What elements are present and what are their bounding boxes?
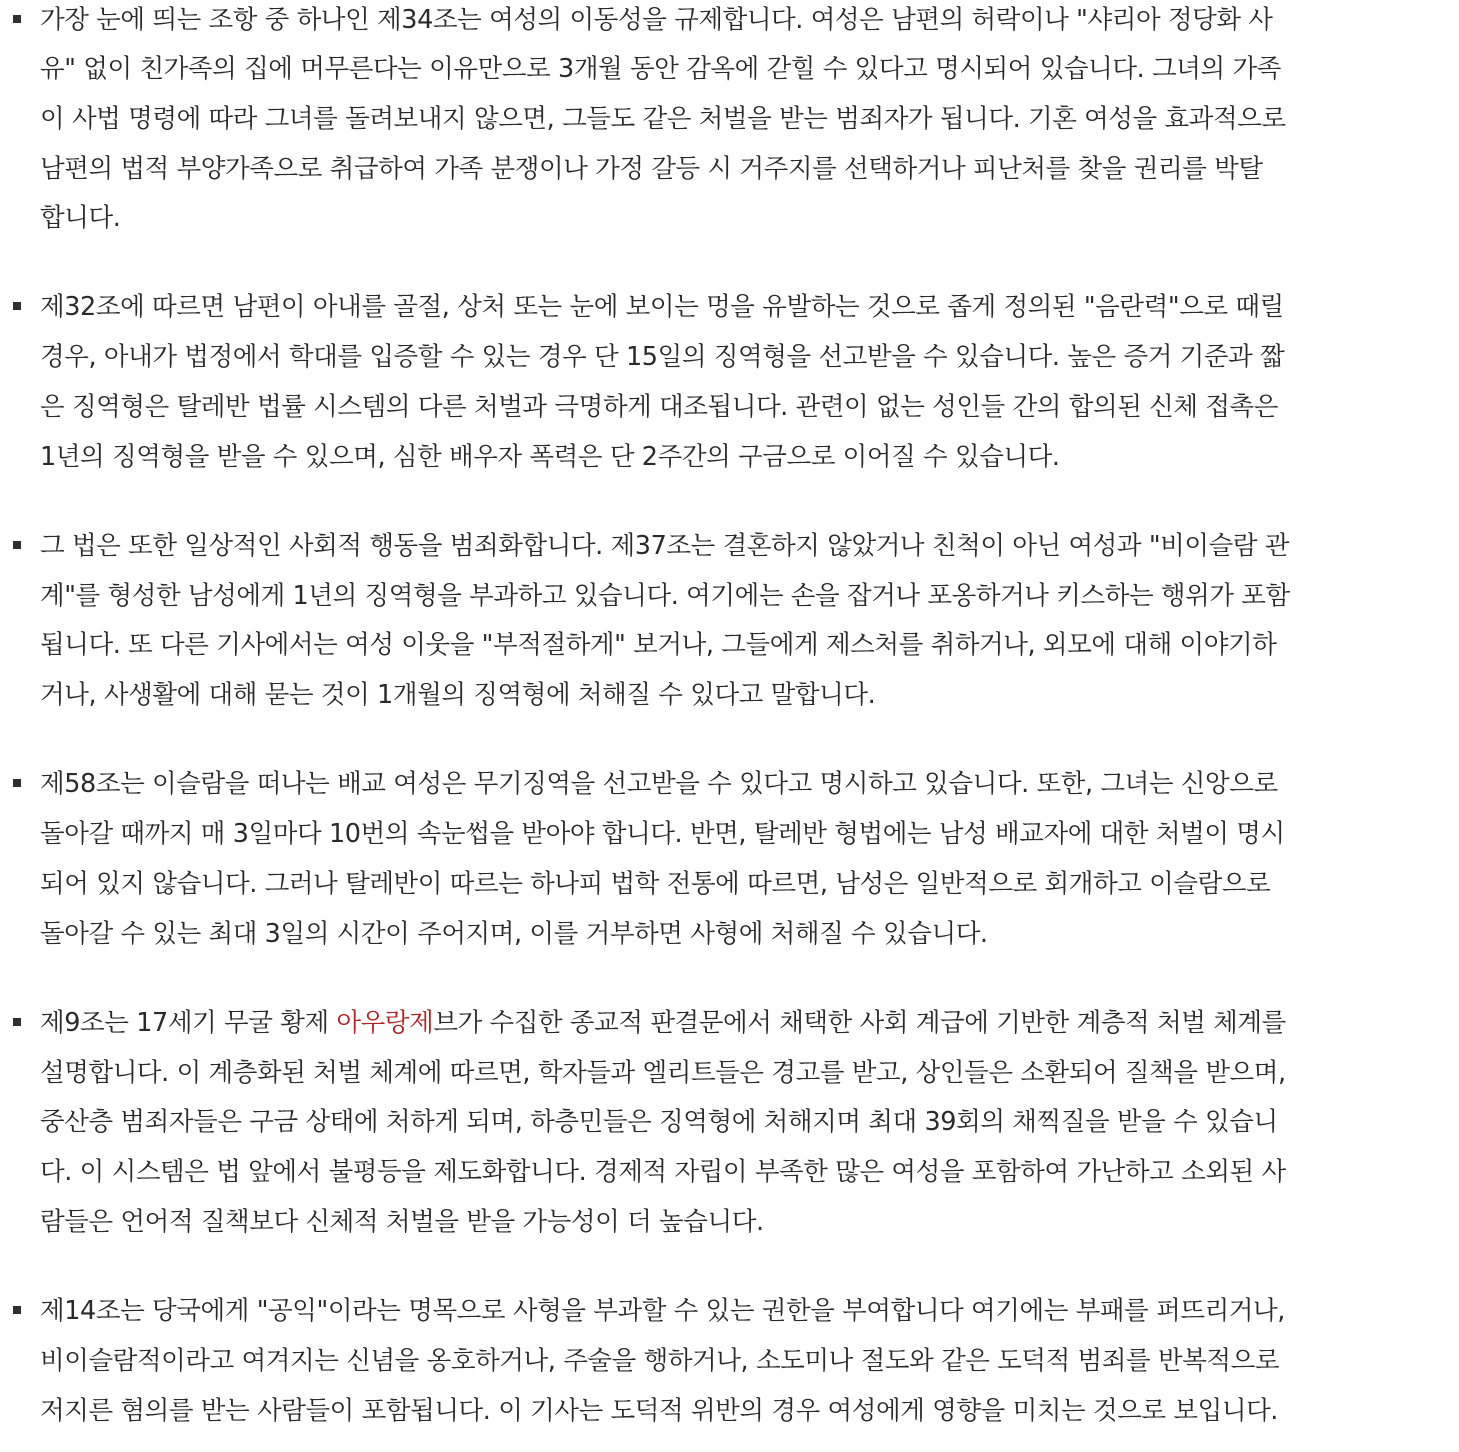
text-line: 거나, 사생활에 대해 묻는 것이 1개월의 징역형에 처해질 수 있다고 말합니다. xyxy=(40,680,876,710)
bullet-marker-icon xyxy=(13,779,21,787)
text-line: 유" 없이 친가족의 집에 머무른다는 이유만으로 3개월 동안 감옥에 갇힐 수 있다고 명시되어 있습니다. 그녀의 가족 xyxy=(40,54,1281,84)
text-line: 제32조에 따르면 남편이 아내를 골절, 상처 또는 눈에 보이는 멍을 유발하는 것으로 좁게 정의된 "음란력"으로 때릴 xyxy=(40,292,1284,322)
text-line: 제58조는 이슬람을 떠나는 배교 여성은 무기징역을 선고받을 수 있다고 명시하고 있습니다. 또한, 그녀는 신앙으로 xyxy=(40,769,1278,799)
text-line: 됩니다. 또 다른 기사에서는 여성 이웃을 "부적절하게" 보거나, 그들에게 제스처를 취하거나, 외모에 대해 이야기하 xyxy=(40,630,1277,660)
text-line: 람들은 언어적 질책보다 신체적 처벌을 받을 가능성이 더 높습니다. xyxy=(40,1207,764,1237)
text-line: 이 사법 명령에 따라 그녀를 돌려보내지 않으면, 그들도 같은 처벌을 받는 범죄자가 됩니다. 기혼 여성을 효과적으로 xyxy=(40,104,1286,134)
text-line: 1년의 징역형을 받을 수 있으며, 심한 배우자 폭력은 단 2주간의 구금으로 이어질 수 있습니다. xyxy=(40,442,1060,472)
bullet-marker-icon xyxy=(13,15,21,23)
text-line: 제14조는 당국에게 "공익"이라는 명목으로 사형을 부과할 수 있는 권한을 부여합니다 여기에는 부패를 퍼뜨리거나, xyxy=(40,1296,1285,1326)
text-segment: 브가 수집한 종교적 판결문에서 채택한 사회 계급에 기반한 계층적 처벌 체계를 xyxy=(433,1008,1286,1038)
bullet-marker-icon xyxy=(13,1306,21,1314)
bullet-marker-icon xyxy=(13,302,21,310)
text-line xyxy=(40,998,1286,1048)
text-line: 중산층 범죄자들은 구금 상태에 처하게 되며, 하층민들은 징역형에 처해지며 최대 39회의 채찍질을 받을 수 있습니 xyxy=(40,1107,1278,1137)
text-line: 남편의 법적 부양가족으로 취급하여 가족 분쟁이나 가정 갈등 시 거주지를 선택하거나 피난처를 찾을 권리를 박탈 xyxy=(40,154,1263,184)
aurangzeb-link[interactable]: 아우랑제 xyxy=(336,1008,434,1038)
text-line: 계"를 형성한 남성에게 1년의 징역형을 부과하고 있습니다. 여기에는 손을 잡거나 포옹하거나 키스하는 행위가 포함 xyxy=(40,581,1290,611)
text-line: 돌아갈 때까지 매 3일마다 10번의 속눈썹을 받아야 합니다. 반면, 탈레반 형법에는 남성 배교자에 대한 처벌이 명시 xyxy=(40,819,1285,849)
text-line: 저지른 혐의를 받는 사람들이 포함됩니다. 이 기사는 도덕적 위반의 경우 여성에게 영향을 미치는 것으로 보입니다. xyxy=(40,1396,1279,1426)
text-segment: 제9조는 17세기 무굴 황제 xyxy=(40,1008,337,1038)
text-line: 은 징역형은 탈레반 법률 시스템의 다른 처벌과 극명하게 대조됩니다. 관련이 없는 성인들 간의 합의된 신체 접촉은 xyxy=(40,392,1279,422)
text-line: 비이슬람적이라고 여겨지는 신념을 옹호하거나, 주술을 행하거나, 소도미나 절도와 같은 도덕적 범죄를 반복적으로 xyxy=(40,1346,1280,1376)
text-line: 설명합니다. 이 계층화된 처벌 체계에 따르면, 학자들과 엘리트들은 경고를 받고, 상인들은 소환되어 질책을 받으며, xyxy=(40,1058,1286,1088)
text-line: 경우, 아내가 법정에서 학대를 입증할 수 있는 경우 단 15일의 징역형을 선고받을 수 있습니다. 높은 증거 기준과 짧 xyxy=(40,342,1285,372)
bullet-marker-icon xyxy=(13,1018,21,1026)
text-line: 합니다. xyxy=(40,203,121,233)
text-line: 되어 있지 않습니다. 그러나 탈레반이 따르는 하나피 법학 전통에 따르면, 남성은 일반적으로 회개하고 이슬람으로 xyxy=(40,869,1271,899)
text-line: 그 법은 또한 일상적인 사회적 행동을 범죄화합니다. 제37조는 결혼하지 않았거나 친척이 아닌 여성과 "비이슬람 관 xyxy=(40,531,1290,561)
text-line: 다. 이 시스템은 법 앞에서 불평등을 제도화합니다. 경제적 자립이 부족한 많은 여성을 포함하여 가난하고 소외된 사 xyxy=(40,1157,1286,1187)
text-line: 가장 눈에 띄는 조항 중 하나인 제34조는 여성의 이동성을 규제합니다. 여성은 남편의 허락이나 "샤리아 정당화 사 xyxy=(40,5,1273,35)
bullet-marker-icon xyxy=(13,541,21,549)
text-line: 돌아갈 수 있는 최대 3일의 시간이 주어지며, 이를 거부하면 사형에 처해질 수 있습니다. xyxy=(40,919,988,949)
